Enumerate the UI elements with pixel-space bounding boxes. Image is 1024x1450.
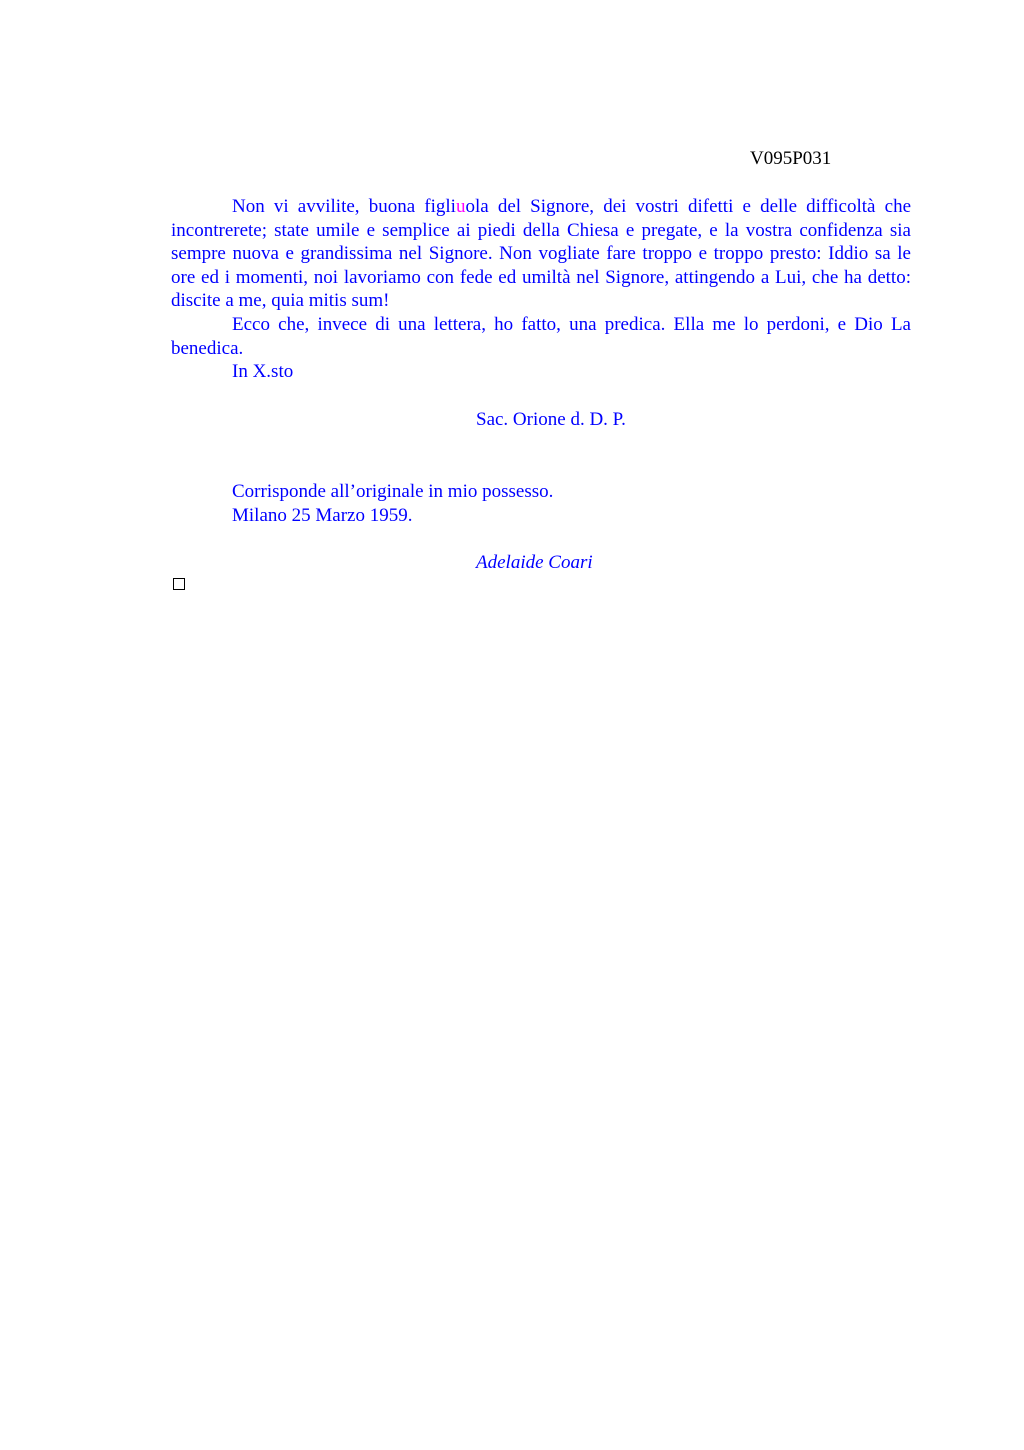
paragraph-1-rest: ola del Signore, dei vostri difetti e delle difficoltà che incontrerete; state umile e semplice ai piedi della Chiesa e pregate, e la vostra confidenza sia sempre nuova e grandissima nel Signore. Non vogliate fare troppo e troppo presto: Iddio sa le ore ed i momenti, noi lavoriamo con fede ed umiltà nel Signore, attingendo a Lui, che ha detto: discite a me, quia mitis sum! [171,196,911,312]
empty-square-icon [173,578,185,590]
attestation-block [232,480,553,527]
page-code: V095P031 [750,148,832,169]
place-date: Milano 25 Marzo 1959. [232,504,413,526]
highlighted-letter: u [455,196,466,217]
closing-line: In X.sto [232,361,294,383]
paragraph-2: Ecco che, invece di una lettera, ho fatto, una predica. Ella me lo perdoni, e Dio La benedica. [171,313,911,359]
letter-body [171,195,911,384]
signature: Sac. Orione d. D. P. [476,409,626,430]
paragraph-1-start: Non vi avvilite, buona figli [232,196,456,217]
attester-signature: Adelaide Coari [476,552,593,573]
paragraph-1 [171,195,911,313]
attestation-text: Corrisponde all’originale in mio possesso. [232,481,554,502]
